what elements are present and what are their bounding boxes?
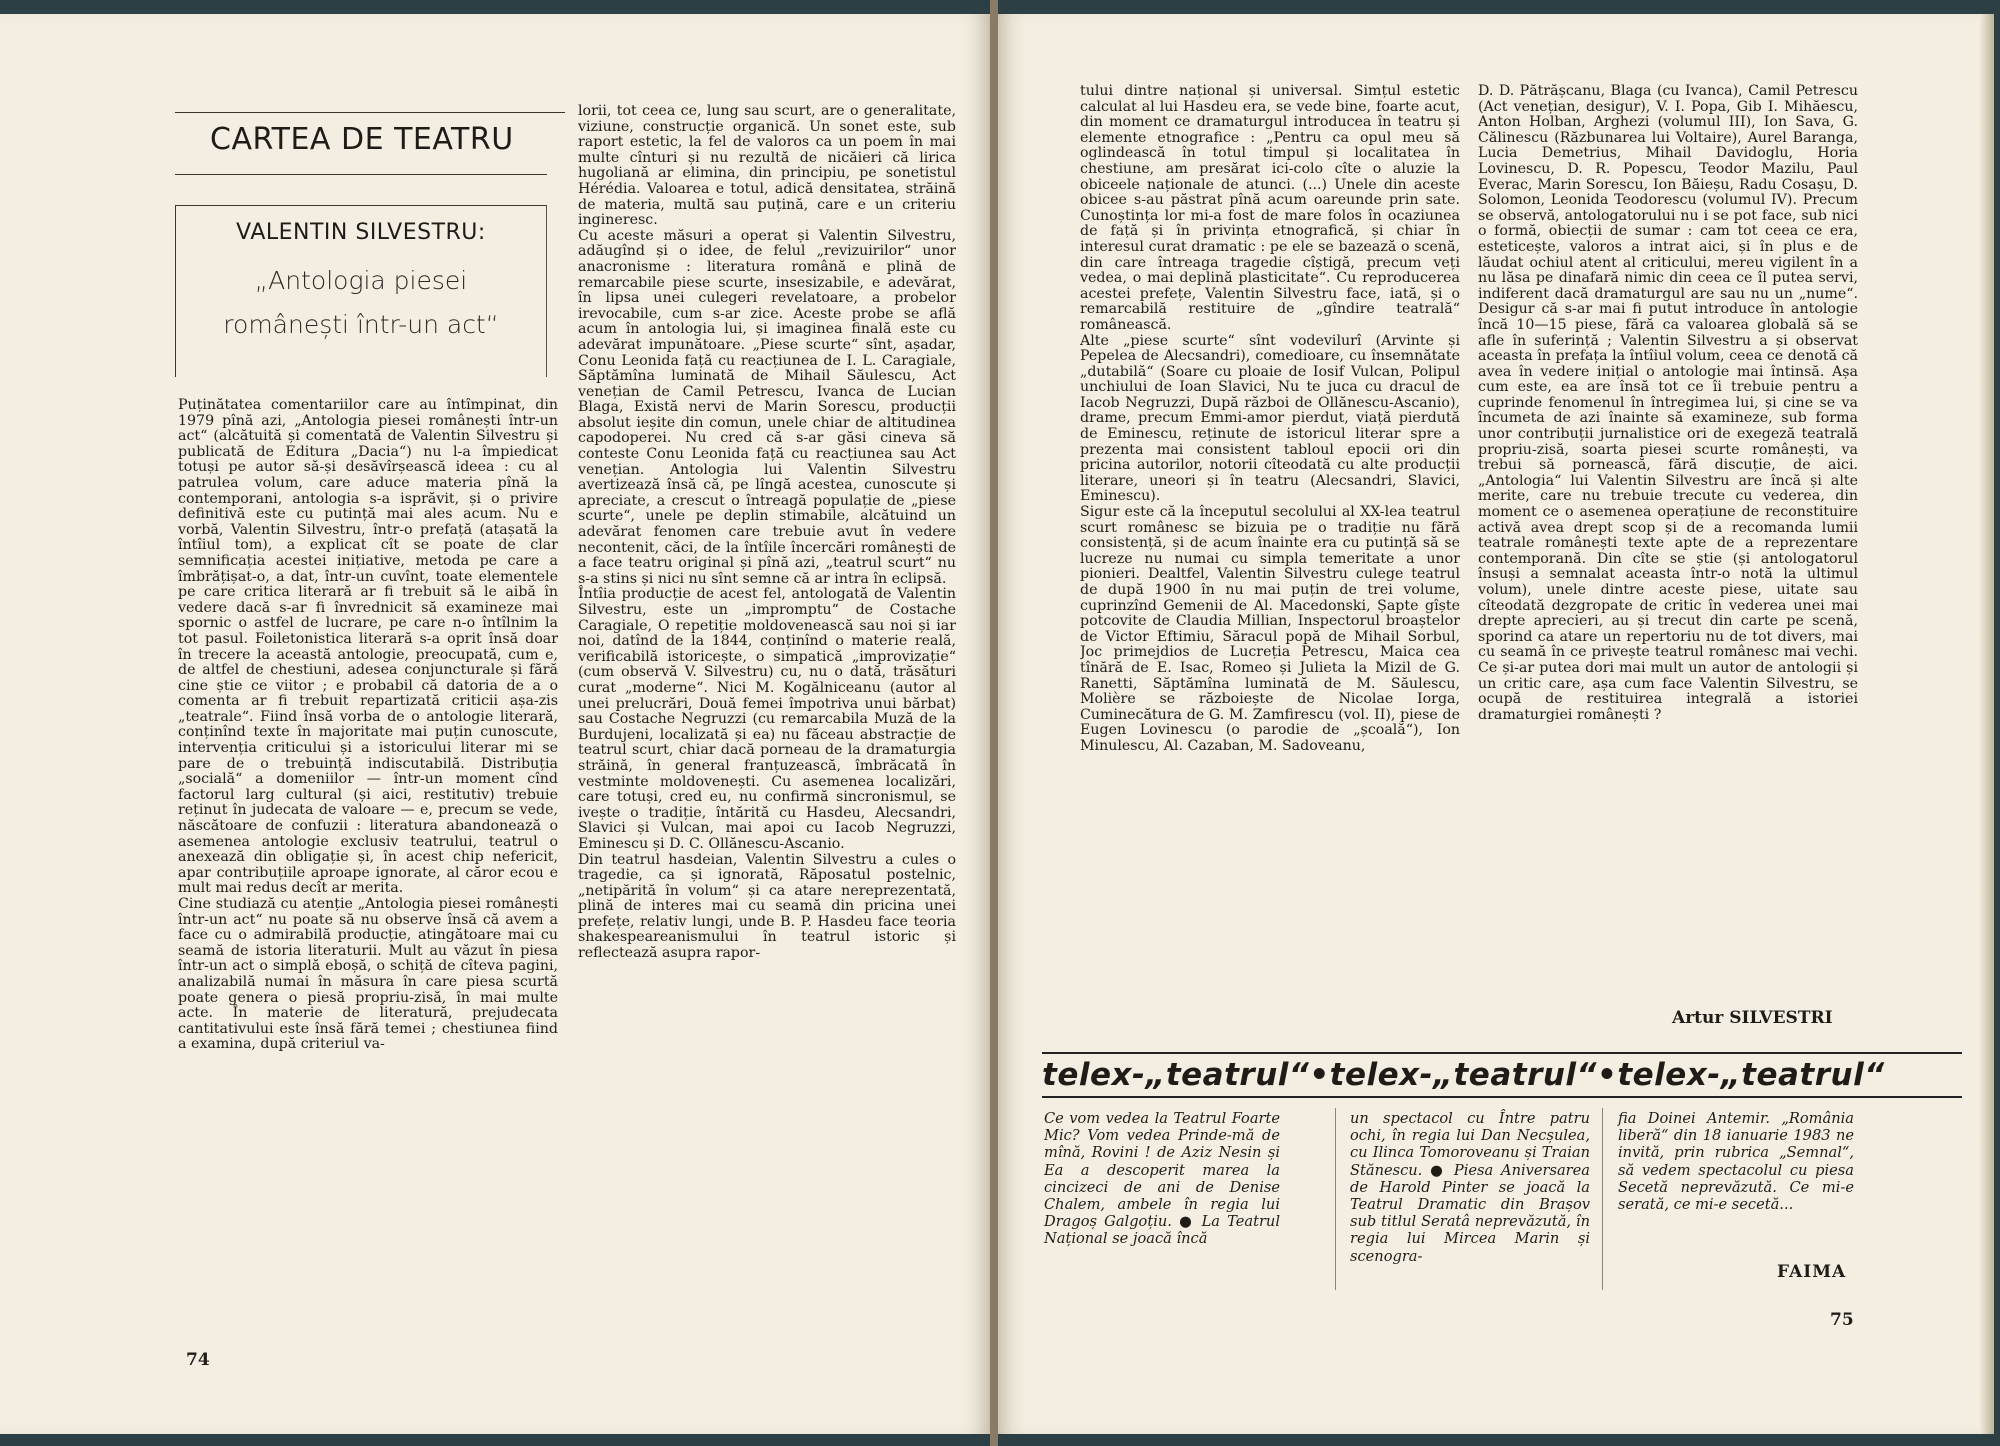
article-column-4: D. D. Pătrășcanu, Blaga (cu Ivanca), Camil Petrescu (Act venețian, desigur), V. I. Popa, Gib I. Mihăescu, Anton Holban, Arghezi (volumul III), Ion Sava, G. Călinescu (Răzbunarea lui Voltaire), Aurel Baranga, Lucia Demetrius, Mihail Davidoglu, Horia Lovinescu, D. R. Popescu, Teodor Mazilu, Paul Everac, Marin Sorescu, Ion Băieșu, Radu Cosașu, D. Solomon, Leonida Teodorescu (volumul IV). Precum se observă, antologatorului nu i se pot face, sub nici o formă, obiecții de sumar : cam tot ceea ce era, esteticește, valoros a intrat aici, și în plus e de lăudat ochiul atent al criticului, mereu vigilent în a nu lăsa pe dinafară nimic din ceea ce îl putea servi, indiferent dacă dramaturgul are sau nu un „nume“. Desigur că s-ar mai fi putut introduce în antologie încă 10—15 piese, fără ca valoarea globală să se afle în suferință ; Valentin Silvestru a și observat aceasta în prefața la întîiul volum, ceea ce denotă că avea în vedere inițial o antologie mai întinsă. Așa cum este, ea are însă tot ce îi trebuie pentru a cuprinde fenomenul în întregimea lui, și cine se va încumeta de azi înainte să examineze, sub forma unor contribuții jurnalistice ori de exegeză teatrală propriu-zisă, soarta piesei scurte românești, va trebui să pornească, fără discuție, de aici. „Antologia“ lui Valentin Silvestru are încă și alte merite, care nu trebuie trecute cu vederea, din moment ce o asemenea operațiune de reconstituire activă avea drept scop și de a recomanda lumii teatrale românești texte apte de a reprezentare contemporană. Din cîte se știe (și antologatorul însuși a semnalat aceasta într-o notă la ultimul volum), unele dintre aceste piese, uitate sau cîteodată dezgropate de critic în vederea unei mai drepte aprecieri, au și trecut din carte pe scenă, sporind ca atare un repertoriu nu de tot divers, mai cu seamă în ce privește teatrul românesc mai vechi. Ce și-ar putea dori mai mult un autor de antologii și un critic care, așa cum face Valentin Silvestru, se ocupă de restituirea integrală a istoriei dramaturgiei românești ? — [1478, 84, 1858, 723]
book-gutter — [990, 0, 998, 1446]
telex-divider-2 — [1602, 1108, 1603, 1290]
telex-divider-1 — [1335, 1108, 1336, 1290]
article-title — [176, 259, 546, 347]
header-rule-bottom — [175, 174, 547, 175]
page-number-left: 74 — [186, 1350, 210, 1370]
telex-column-3: fia Doinei Antemir. „România liberă“ din 18 ianuarie 1983 ne invită, prin rubrica „Semnal“, să vedem spectacolul cu piesa Secetă neprevăzută. Ce mi-e serată, ce mi-e secetă... — [1618, 1110, 1854, 1214]
article-signature: Artur SILVESTRI — [1672, 1008, 1833, 1028]
article-column-3: tului dintre național și universal. Simțul estetic calculat al lui Hasdeu era, se vede bine, foarte acut, din moment ce dramaturgul introducea în teatru și elemente etnografice : „Pentru ca opul meu să oglindească în totul timpul și localitatea în chestiune, am presărat ici-colo cîte o aluzie la obiceele naționale de atunci. (...) Unele din aceste obicee s-au păstrat pînă acum oareunde prin sate. Cunoștința lor mi-a fost de mare folos în ocaziunea de față și în privința etnografică, și chiar în interesul curat dramatic : pe ele se bazează o scenă, din care întreaga tragedie cîștigă, precum veți vedea, o mai deplină plasticitate“. Cu reproducerea acestei prefețe, Valentin Silvestru face, iată, și o remarcabilă restituire de „gîndire teatrală“ românească. Alte „piese scurte“ sînt vodevilurî (Arvinte și Pepelea de Alecsandri), comedioare, cu însemnătate „dutabilă“ (Soare cu ploaie de Iosif Vulcan, Polipul unchiului de Ioan Slavici, Nu te juca cu dracul de Iacob Negruzzi, După război de Ollănescu-Ascanio), drame, precum Emmi-amor pierdut, viață pierdută de Eminescu, reținute de istoricul literar spre a prezenta mai consistent tabloul epocii ori din pricina autorilor, notorii cîteodată cu alte producții literare, uneori și în teatru (Alecsandri, Slavici, Eminescu). Sigur este că la începutul secolului al XX-lea teatrul scurt românesc se bizuia pe o tradiție nu fără consistență, și de acum înainte era cu putință să se lucreze nu numai cu simpla temeritate a unor pionieri. Dealtfel, Valentin Silvestru culege teatrul de după 1900 în nu mai puțin de trei volume, cuprinzînd Gemenii de Al. Macedonski, Șapte gîște potcovite de Claudia Millian, Inspectorul broaștelor de Victor Eftimiu, Săracul popă de Mihail Sorbul, Joc primejdios de Lucreția Petrescu, Maica cea tînără de E. Isac, Romeo și Julieta la Mizil de G. Ranetti, Săptămîna luminată de M. Săulescu, Molière se războiește de Nicolae Iorga, Cuminecătura de G. M. Zamfirescu (vol. II), piese de Eugen Lovinescu (o parodie de „școală“), Ion Minulescu, Al. Cazaban, M. Sadoveanu, — [1080, 84, 1460, 754]
telex-column-2: un spectacol cu Între patru ochi, în regia lui Dan Necșulea, cu Ilinca Tomoroveanu și Traian Stănescu. ● Piesa Aniversarea de Harold Pinter se joacă la Teatrul Dramatic din Brașov sub titlul Seratâ neprevăzută, în regia lui Mircea Marin și scenogra- — [1350, 1110, 1590, 1265]
telex-banner: telex-„teatrul“•telex-„teatrul“•telex-„teatrul“ — [1042, 1052, 1962, 1098]
article-column-2: lorii, tot ceea ce, lung sau scurt, are o generalitate, viziune, construcție organică. Un sonet este, sub raport estetic, la fel de valoros ca un poem în mai multe cînturi și nu rezultă de nicăieri că lirica hugoliană ar elimina, din principiu, pe sonetistul Hérédia. Valoarea e totul, adică densitatea, străină de materia, multă sau puțină, care e un criteriu ingineresc. Cu aceste măsuri a operat și Valentin Silvestru, adăugînd și o idee, de felul „revizuirilor“ unor anacronisme : literatura română e plină de remarcabile piese scurte, insesizabile, e adevărat, în lipsa unei culegeri revelatoare, a probelor irevocabile, cum s-ar zice. Aceste probe se află acum în antologia lui, și imaginea finală este cu adevărat impunătoare. „Piese scurte“ sînt, așadar, Conu Leonida față cu reacțiunea de I. L. Caragiale, Săptămîna luminată de Mihail Săulescu, Act venețian de Camil Petrescu, Ivanca de Lucian Blaga, Există nervi de Marin Sorescu, producții absolut ieșite din comun, unele chiar de altitudinea capodoperei. Nu cred că s-ar găsi cineva să conteste Conu Leonida față cu reacțiunea sau Act venețian. Antologia lui Valentin Silvestru avertizează însă că, pe lîngă acestea, cunoscute și apreciate, a crescut o întreagă populație de „piese scurte“, unele pe deplin stimabile, alcătuind un adevărat fenomen care trebuie avut în vedere necontenit, căci, de la întîile încercări românești de a face teatru original și pînă azi, „teatrul scurt“ nu s-a stins și nici nu sînt semne că ar intra în eclipsă. Întîia producție de acest fel, antologată de Valentin Silvestru, este un „impromptu“ de Costache Caragiale, O repetiție moldovenească sau noi și iar noi, datînd de la 1844, conținînd o materie reală, verificabilă istoricește, o simpatică „improvizație“ (cum observă V. Silvestru) cu, nu o dată, trăsături curat „moderne“. Nici M. Kogălniceanu (autor al unei prelucrări, Două femei împotriva unui bărbat) sau Costache Negruzzi (cu remarcabila Muză de la Burdujeni, localizată și ea) nu făceau abstracție de teatrul scurt, chiar dacă porneau de la dramaturgia străină, în general franțuzească, îmbrăcată în vestminte moldovenești. Cu asemenea localizări, care totuși, cred eu, nu confirmă sincronismul, se ivește o tradiție, întărită cu Hasdeu, Alecsandri, Slavici și Vulcan, mai apoi cu Iacob Negruzzi, Eminescu și D. C. Ollănescu-Ascanio. Din teatrul hasdeian, Valentin Silvestru a cules o tragedie, ca și ignorată, Răposatul postelnic, „netipărită în volum“ și ca atare nereprezentată, plină de interes mai cu seamă din pricina unei prefețe, relativ lungi, unde B. P. Hasdeu face teoria shakespeareanismului în teatrul istoric și reflectează asupra rapor- — [578, 104, 956, 962]
page-number-right: 75 — [1830, 1310, 1854, 1330]
section-title: CARTEA DE TEATRU — [210, 122, 514, 157]
article-title-line2: românești într-un act“ — [223, 310, 499, 339]
article-author: VALENTIN SILVESTRU: — [236, 220, 486, 245]
header-rule-top — [175, 112, 565, 113]
article-title-box — [175, 205, 547, 377]
telex-signature: FAIMA — [1777, 1262, 1847, 1282]
page-edge-right — [1980, 14, 1994, 1434]
article-title-line1: „Antologia piesei — [254, 266, 468, 295]
article-column-1: Puținătatea comentariilor care au întîmpinat, din 1979 pînă azi, „Antologia piesei românești într-un act“ (alcătuită și comentată de Valentin Silvestru și publicată de Editura „Dacia“) nu l-a împiedicat totuși pe autor să-și desăvîrșească ideea : cu al patrulea volum, care aduce materia pînă la contemporani, antologia s-a isprăvit, și o privire definitivă este cu putință mai ales acum. Nu e vorbă, Valentin Silvestru, într-o prefață (atașată la întîiul tom), a explicat cît se poate de clar semnificația acestei inițiative, metoda pe care a îmbrățișat-o, a dat, într-un cuvînt, toate elementele pe care critica literară ar fi trebuit să le aibă în vedere dacă s-ar fi învrednicit să examineze mai spornic o astfel de lucrare, pe care n-o întîlnim la tot pasul. Foiletonistica literară s-a oprit însă doar în trecere la această antologie, preocupată, cum e, de altfel de chestiuni, adesea conjuncturale și fără cine știe ce viitor ; e probabil că datoria de a o comenta ar fi trebuit repartizată criticii așa-zis „teatrale“. Fiind însă vorba de o antologie literară, conținînd texte în majoritate mai puțin cunoscute, intervenția criticului și a istoricului literar mi se pare de o trebuință indiscutabilă. Distribuția „socială“ a domeniilor — într-un moment cînd factorul larg cultural (și aici, restitutiv) trebuie reținut în judecata de valoare — e, precum se vede, născătoare de confuzii : literatura abandonează o asemenea antologie exclusiv teatrului, teatrul o anexează din obligație și, în acest chip nefericit, apar contribuțiile aproape ignorate, al căror ecou e mult mai redus decît ar merita. Cine studiază cu atenție „Antologia piesei românești într-un act“ nu poate să nu observe însă că avem a face cu o admirabilă producție, atingătoare mai cu seamă de istoria literaturii. Mult au văzut în piesa într-un act o simplă eboșă, o schiță de cîteva pagini, analizabilă numai în măsura în care piesa scurtă poate genera o piesă propriu-zisă, în mai multe acte. În materie de literatură, prejudecata cantitativului este însă fără temei ; chestiunea fiind a examina, după criteriul va- — [178, 398, 558, 1053]
telex-column-1: Ce vom vedea la Teatrul Foarte Mic? Vom vedea Prinde-mă de mînă, Rovini ! de Aziz Nesin și Ea a descoperit marea la cincizeci de ani de Denise Chalem, ambele în regia lui Dragoș Galgoțiu. ● La Teatrul Național se joacă încă — [1044, 1110, 1280, 1248]
